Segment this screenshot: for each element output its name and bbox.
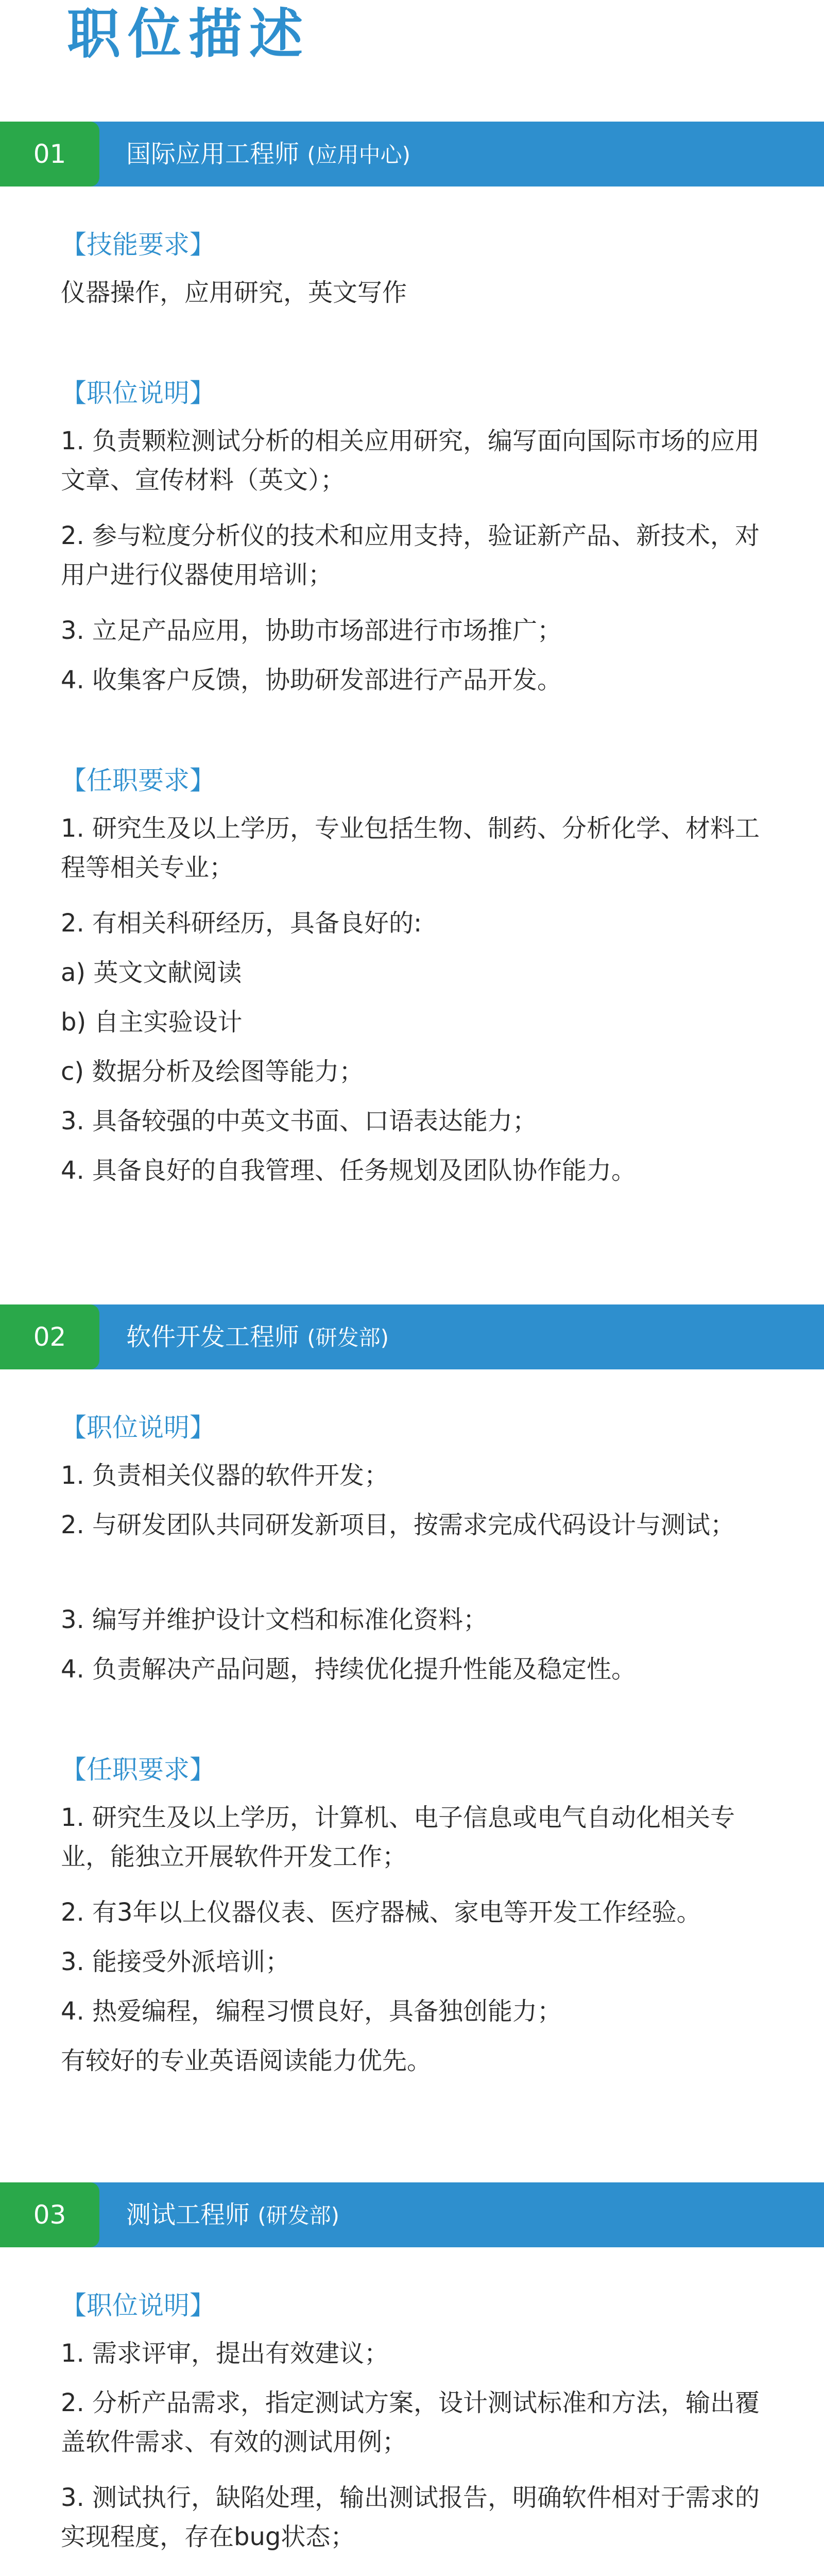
job-number-badge: 01 xyxy=(0,122,99,187)
list-item xyxy=(61,2573,767,2576)
list-item: 1. 负责颗粒测试分析的相关应用研究，编写面向国际市场的应用文章、宣传材料（英文）； xyxy=(61,427,760,495)
job-header xyxy=(0,2182,824,2247)
list-item: 3. 编写并维护设计文档和标准化资料； xyxy=(61,1605,488,1634)
list-item: 3. 能接受外派培训； xyxy=(61,1947,290,1976)
job-department: (研发部) xyxy=(258,2203,340,2228)
page-title: 职位描述 xyxy=(67,3,311,65)
list-item: 3. 测试执行，缺陷处理，输出测试报告，明确软件相对于需求的实现程度，存在bug状态； xyxy=(61,2483,760,2551)
list-item: 有较好的专业英语阅读能力优先。 xyxy=(61,2046,432,2075)
section-heading-requirements: 【任职要求】 xyxy=(61,1755,215,1785)
section-heading-requirements: 【任职要求】 xyxy=(61,766,215,795)
job-title-text: 测试工程师 xyxy=(126,2200,250,2229)
list-item: 3. 立足产品应用，协助市场部进行市场推广； xyxy=(61,616,562,645)
list-item: 1. 研究生及以上学历，专业包括生物、制药、分析化学、材料工程等相关专业； xyxy=(61,814,760,882)
list-item: 2. 与研发团队共同研发新项目，按需求完成代码设计与测试； xyxy=(61,1511,735,1539)
section-heading-duties: 【职位说明】 xyxy=(61,378,215,408)
list-item: a) 英文文献阅读 xyxy=(61,958,242,987)
job-title-text: 软件开发工程师 xyxy=(126,1323,300,1351)
job-number-badge: 02 xyxy=(0,1304,99,1369)
job-card-software-developer xyxy=(0,1304,824,2075)
list-item: 4. 热爱编程，编程习惯良好，具备独创能力； xyxy=(61,1997,562,2026)
job-title xyxy=(126,2182,339,2247)
list-item: 仪器操作，应用研究，英文写作 xyxy=(61,278,407,307)
job-title xyxy=(126,122,410,187)
list-item: c) 数据分析及绘图等能力； xyxy=(61,1057,364,1086)
list-item: 1. 负责相关仪器的软件开发； xyxy=(61,1461,389,1490)
list-item: 1. 需求评审，提出有效建议； xyxy=(61,2339,389,2368)
section-heading-duties: 【职位说明】 xyxy=(61,1413,215,1443)
job-header xyxy=(0,1304,824,1369)
job-card-test-engineer xyxy=(0,2182,824,2551)
list-item: 2. 参与粒度分析仪的技术和应用支持，验证新产品、新技术，对用户进行仪器使用培训； xyxy=(61,521,760,589)
list-item: 2. 有3年以上仪器仪表、医疗器械、家电等开发工作经验。 xyxy=(61,1898,701,1927)
list-item: 4. 负责解决产品问题，持续优化提升性能及稳定性。 xyxy=(61,1655,637,1684)
list-item: 3. 具备较强的中英文书面、口语表达能力； xyxy=(61,1107,538,1136)
section-heading-duties: 【职位说明】 xyxy=(61,2291,215,2320)
job-department: (应用中心) xyxy=(307,142,411,167)
section-heading-skills: 【技能要求】 xyxy=(61,230,215,260)
job-card-international-application-engineer xyxy=(0,122,824,1185)
job-department: (研发部) xyxy=(307,1325,389,1350)
list-item: 4. 具备良好的自我管理、任务规划及团队协作能力。 xyxy=(61,1156,637,1185)
job-title-text: 国际应用工程师 xyxy=(126,140,300,168)
job-title xyxy=(126,1304,389,1369)
job-number-badge: 03 xyxy=(0,2182,99,2247)
list-item: 2. 有相关科研经历，具备良好的: xyxy=(61,909,422,938)
list-item: 4. 收集客户反馈，协助研发部进行产品开发。 xyxy=(61,666,562,694)
list-item: 2. 分析产品需求，指定测试方案，设计测试标准和方法，输出覆盖软件需求、有效的测试用例； xyxy=(61,2388,760,2456)
job-header xyxy=(0,122,824,187)
list-item: 1. 研究生及以上学历，计算机、电子信息或电气自动化相关专业，能独立开展软件开发工作； xyxy=(61,1803,735,1871)
list-item: b) 自主实验设计 xyxy=(61,1008,243,1037)
